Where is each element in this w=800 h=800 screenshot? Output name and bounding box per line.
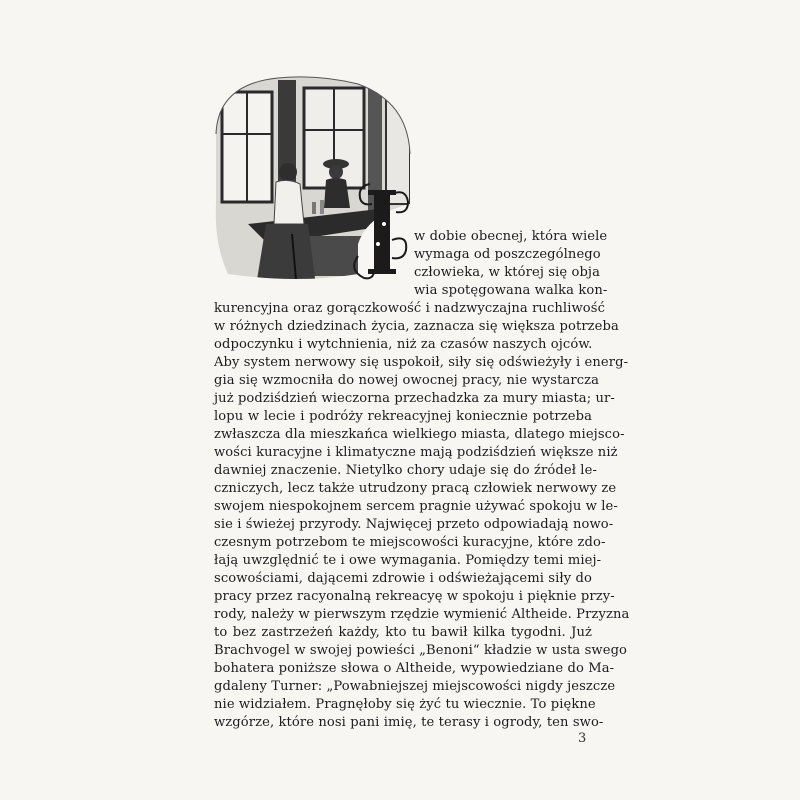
text-line: czniczych, lecz także utrudzony pracą człowiek nerwowy ze xyxy=(214,481,617,496)
text-line: Brachvogel w swojej powieści „Benoni“ kładzie w usta swego xyxy=(214,643,628,658)
text-line: odpoczynku i wytchnienia, niż za czasów naszych ojców. xyxy=(214,337,593,352)
engraving-illustration xyxy=(208,74,416,286)
text-line: rody, należy w pierwszym rzędzie wymienić Altheide. Przyzna xyxy=(214,607,630,622)
text-line: wości kuracyjne i klimatyczne mają podziśdzień większe niż xyxy=(214,445,618,460)
text-line: gia się wzmocniła do nowej owocnej pracy, nie wystarcza xyxy=(214,373,600,388)
text-line: dawniej znaczenie. Nietylko chory udaje się do źródeł le- xyxy=(214,463,597,478)
text-line: scowościami, dającemi zdrowie i odświeżającemi siły do xyxy=(214,571,592,586)
page-number: 3 xyxy=(578,731,587,746)
text-line: wymaga od poszczególnego xyxy=(414,247,601,262)
text-line: nie widziałem. Pragnęłoby się żyć tu wiecznie. To piękne xyxy=(214,697,596,712)
text-line: gdaleny Turner: „Powabniejszej miejscowości nigdy jeszcze xyxy=(214,679,616,694)
text-line: wia spotęgowana walka kon- xyxy=(414,283,608,298)
text-line: kurencyjna oraz gorączkowość i nadzwyczajna ruchliwość xyxy=(214,301,606,316)
text-line: w dobie obecnej, która wiele xyxy=(414,229,608,244)
text-line: Aby system nerwowy się uspokoił, siły się odświeżyły i energ- xyxy=(214,355,629,370)
text-line: człowieka, w której się obja xyxy=(414,265,600,280)
text-line: sie i świeżej przyrody. Najwięcej przeto odpowiadają nowo- xyxy=(214,517,614,532)
text-line: lopu w lecie i podróży rekreacyjnej koniecznie potrzeba xyxy=(214,409,592,424)
text-line: w różnych dziedzinach życia, zaznacza się większa potrzeba xyxy=(214,319,619,334)
text-line: bohatera poniższe słowa o Altheide, wypowiedziane do Ma- xyxy=(214,661,615,676)
text-line: wzgórze, które nosi pani imię, te terasy i ogrody, ten swo- xyxy=(214,715,604,730)
text-line: łają uwzględnić te i owe wymagania. Pomiędzy temi miej- xyxy=(214,553,602,568)
engraving-two-women-at-window-icon xyxy=(208,74,416,286)
text-line: pracy przez racyonalną rekreacyę w spokoju i pięknie przy- xyxy=(214,589,615,604)
text-line: już podziśdzień wieczorna przechadzka za mury miasta; ur- xyxy=(214,391,615,406)
text-line: zwłaszcza dla mieszkańca wielkiego miasta, dlatego miejsco- xyxy=(214,427,625,442)
text-line: swojem niespokojnem sercem pragnie używać spokoju w le- xyxy=(214,499,618,514)
text-line: to bez zastrzeżeń każdy, kto tu bawił kilka tygodni. Już xyxy=(214,625,592,640)
text-line: czesnym potrzebom te miejscowości kuracyjne, które zdo- xyxy=(214,535,606,550)
